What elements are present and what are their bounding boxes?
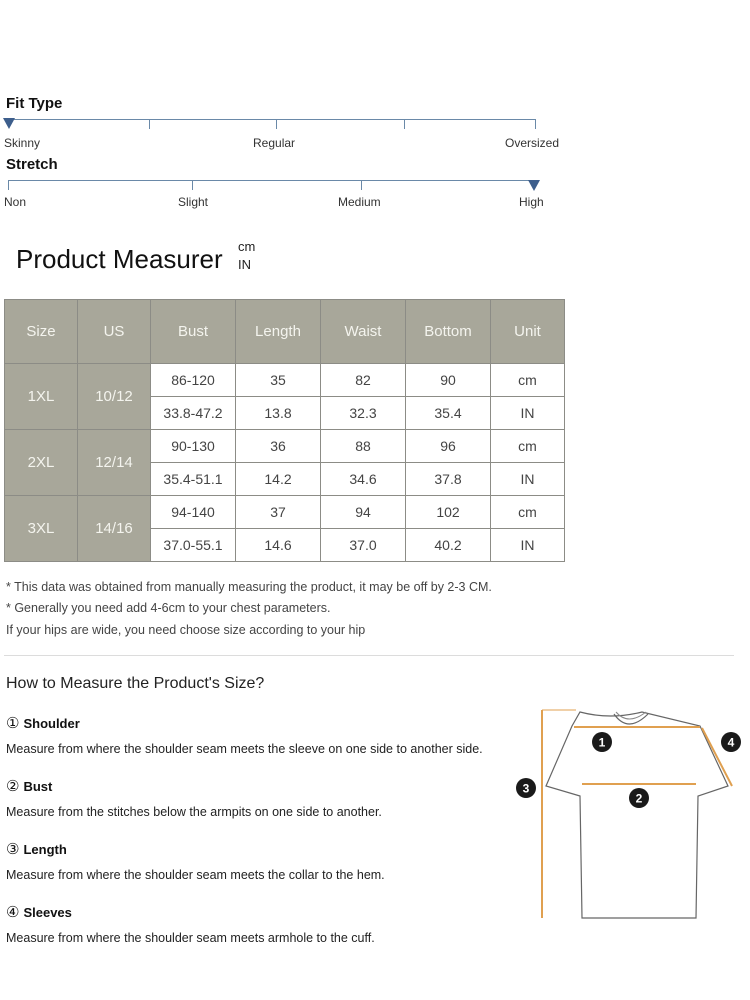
size-cell: 3XL: [5, 496, 78, 562]
note-hips: If your hips are wide, you need choose size according to your hip: [6, 623, 366, 637]
waist-cell: 94: [321, 496, 406, 529]
step-bust-desc: Measure from the stitches below the armpits on one side to another.: [6, 805, 382, 819]
bottom-cell: 40.2: [406, 529, 491, 562]
step-label: Sleeves: [23, 905, 72, 920]
stretch-tick: [192, 180, 193, 190]
fit-type-label-regular: Regular: [253, 136, 296, 150]
bust-cell: 35.4-51.1: [151, 463, 236, 496]
fit-type-scale-line: [8, 119, 536, 120]
stretch-marker-icon: [528, 180, 540, 191]
fit-type-label-oversized: Oversized: [505, 136, 560, 150]
table-header-row: [5, 300, 565, 364]
bust-cell: 37.0-55.1: [151, 529, 236, 562]
stretch-tick: [361, 180, 362, 190]
fit-type-label-skinny: Skinny: [4, 136, 41, 150]
size-cell: 2XL: [5, 430, 78, 496]
length-cell: 36: [236, 430, 321, 463]
bottom-cell: 35.4: [406, 397, 491, 430]
length-cell: 14.6: [236, 529, 321, 562]
header-unit: Unit: [491, 300, 565, 364]
badge-2-icon: [629, 788, 649, 808]
unit-cell: IN: [491, 463, 565, 496]
badge-3-icon: [516, 778, 536, 798]
header-bottom: Bottom: [406, 300, 491, 364]
unit-cell: IN: [491, 397, 565, 430]
waist-cell: 82: [321, 364, 406, 397]
table-row: [5, 496, 565, 529]
header-us: US: [78, 300, 151, 364]
bottom-cell: 90: [406, 364, 491, 397]
badge-3-label: 3: [522, 781, 530, 796]
table-row: [5, 430, 565, 463]
bust-cell: 94-140: [151, 496, 236, 529]
fit-type-tick: [404, 119, 405, 129]
length-cell: 37: [236, 496, 321, 529]
step-number: ④: [6, 904, 20, 921]
bottom-cell: 37.8: [406, 463, 491, 496]
stretch-label-medium: Medium: [338, 195, 381, 209]
header-length: Length: [236, 300, 321, 364]
unit-toggle-cm[interactable]: cm: [238, 239, 256, 254]
unit-cell: cm: [491, 496, 565, 529]
bottom-cell: 102: [406, 496, 491, 529]
bottom-cell: 96: [406, 430, 491, 463]
product-measurer-title: Product Measurer: [16, 244, 223, 274]
step-label: Length: [23, 842, 67, 857]
size-table: [4, 299, 565, 562]
bust-cell: 33.8-47.2: [151, 397, 236, 430]
fit-type-tick: [276, 119, 277, 129]
waist-cell: 37.0: [321, 529, 406, 562]
waist-cell: 32.3: [321, 397, 406, 430]
step-bust-title: [6, 777, 52, 795]
step-sleeves-desc: Measure from where the shoulder seam meets armhole to the cuff.: [6, 931, 375, 945]
bust-cell: 86-120: [151, 364, 236, 397]
section-divider: [4, 655, 734, 656]
badge-4-label: 4: [727, 735, 735, 750]
bust-cell: 90-130: [151, 430, 236, 463]
step-length-desc: Measure from where the shoulder seam meets the collar to the hem.: [6, 868, 385, 882]
stretch-label-non: Non: [4, 195, 27, 209]
header-waist: Waist: [321, 300, 406, 364]
step-label: Shoulder: [23, 716, 80, 731]
unit-cell: IN: [491, 529, 565, 562]
tshirt-measure-diagram: [510, 700, 750, 930]
step-shoulder-desc: Measure from where the shoulder seam meets the sleeve on one side to another side.: [6, 742, 483, 756]
stretch-tick: [8, 180, 9, 190]
unit-cell: cm: [491, 430, 565, 463]
badge-1-label: 1: [598, 735, 606, 750]
waist-cell: 88: [321, 430, 406, 463]
badge-2-label: 2: [635, 791, 643, 806]
note-chest: * Generally you need add 4-6cm to your chest parameters.: [6, 601, 331, 615]
waist-cell: 34.6: [321, 463, 406, 496]
unit-cell: cm: [491, 364, 565, 397]
table-row: [5, 364, 565, 397]
stretch-label-high: High: [519, 195, 544, 209]
size-cell: 1XL: [5, 364, 78, 430]
header-size: Size: [5, 300, 78, 364]
note-accuracy: * This data was obtained from manually measuring the product, it may be off by 2-3 CM.: [6, 580, 492, 594]
us-cell: 14/16: [78, 496, 151, 562]
step-label: Bust: [23, 779, 53, 794]
unit-toggle-in[interactable]: IN: [238, 257, 251, 272]
length-cell: 14.2: [236, 463, 321, 496]
fit-type-tick: [149, 119, 150, 129]
fit-type-marker-icon: [3, 118, 15, 129]
us-cell: 12/14: [78, 430, 151, 496]
badge-4-icon: [721, 732, 741, 752]
length-cell: 13.8: [236, 397, 321, 430]
badge-1-icon: [592, 732, 612, 752]
fit-type-tick: [535, 119, 536, 129]
step-number: ①: [6, 715, 20, 732]
stretch-title: Stretch: [6, 156, 58, 173]
step-sleeves-title: [6, 903, 72, 921]
step-number: ②: [6, 778, 20, 795]
us-cell: 10/12: [78, 364, 151, 430]
step-length-title: [6, 840, 67, 858]
stretch-scale-line: [8, 180, 536, 181]
stretch-label-slight: Slight: [178, 195, 209, 209]
step-shoulder-title: [6, 714, 80, 732]
fit-type-title: Fit Type: [6, 95, 63, 112]
tshirt-outline-icon: [546, 712, 728, 918]
header-bust: Bust: [151, 300, 236, 364]
how-to-measure-title: How to Measure the Product's Size?: [6, 675, 265, 692]
step-number: ③: [6, 841, 20, 858]
length-cell: 35: [236, 364, 321, 397]
